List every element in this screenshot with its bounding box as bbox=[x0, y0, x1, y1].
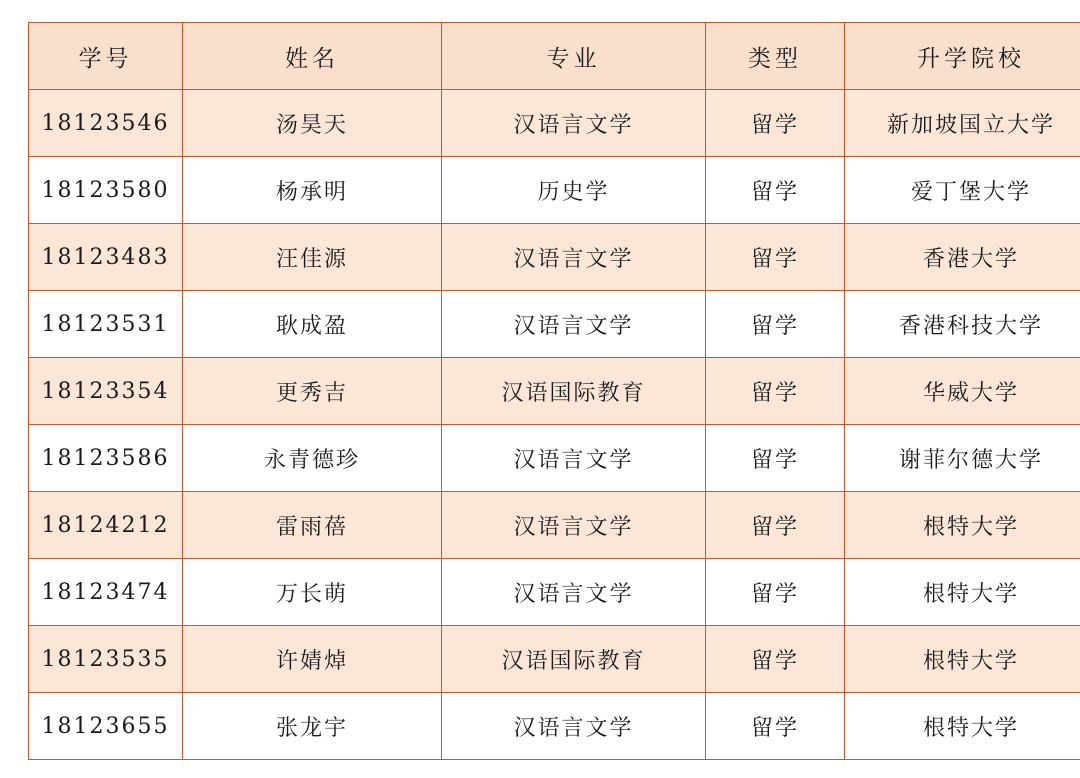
cell-type: 留学 bbox=[706, 224, 845, 291]
cell-student-id: 18123354 bbox=[29, 358, 183, 425]
table-row bbox=[29, 693, 1080, 760]
cell-type: 留学 bbox=[706, 358, 845, 425]
cell-name: 更秀吉 bbox=[183, 358, 442, 425]
cell-name: 耿成盈 bbox=[183, 291, 442, 358]
cell-school: 谢菲尔德大学 bbox=[845, 425, 1080, 492]
cell-type: 留学 bbox=[706, 492, 845, 559]
student-admission-table bbox=[28, 22, 1080, 760]
cell-name: 万长萌 bbox=[183, 559, 442, 626]
cell-school: 根特大学 bbox=[845, 559, 1080, 626]
cell-school: 香港科技大学 bbox=[845, 291, 1080, 358]
cell-name: 杨承明 bbox=[183, 157, 442, 224]
cell-major: 汉语言文学 bbox=[442, 492, 706, 559]
cell-school: 根特大学 bbox=[845, 492, 1080, 559]
column-header-school: 升学院校 bbox=[845, 23, 1080, 90]
table-row bbox=[29, 559, 1080, 626]
column-header-name: 姓名 bbox=[183, 23, 442, 90]
cell-major: 汉语言文学 bbox=[442, 291, 706, 358]
cell-type: 留学 bbox=[706, 291, 845, 358]
column-header-type: 类型 bbox=[706, 23, 845, 90]
cell-major: 历史学 bbox=[442, 157, 706, 224]
cell-school: 香港大学 bbox=[845, 224, 1080, 291]
cell-major: 汉语言文学 bbox=[442, 90, 706, 157]
cell-name: 许婧焯 bbox=[183, 626, 442, 693]
cell-student-id: 18123483 bbox=[29, 224, 183, 291]
cell-student-id: 18123655 bbox=[29, 693, 183, 760]
cell-type: 留学 bbox=[706, 90, 845, 157]
cell-student-id: 18124212 bbox=[29, 492, 183, 559]
cell-school: 新加坡国立大学 bbox=[845, 90, 1080, 157]
cell-type: 留学 bbox=[706, 157, 845, 224]
cell-name: 张龙宇 bbox=[183, 693, 442, 760]
cell-type: 留学 bbox=[706, 626, 845, 693]
cell-student-id: 18123546 bbox=[29, 90, 183, 157]
cell-school: 根特大学 bbox=[845, 693, 1080, 760]
table-row bbox=[29, 157, 1080, 224]
table-row bbox=[29, 626, 1080, 693]
cell-type: 留学 bbox=[706, 693, 845, 760]
cell-school: 华威大学 bbox=[845, 358, 1080, 425]
cell-name: 雷雨蓓 bbox=[183, 492, 442, 559]
table-row bbox=[29, 291, 1080, 358]
cell-name: 汤昊天 bbox=[183, 90, 442, 157]
cell-student-id: 18123531 bbox=[29, 291, 183, 358]
cell-student-id: 18123586 bbox=[29, 425, 183, 492]
cell-type: 留学 bbox=[706, 559, 845, 626]
table-row bbox=[29, 224, 1080, 291]
cell-name: 汪佳源 bbox=[183, 224, 442, 291]
cell-student-id: 18123474 bbox=[29, 559, 183, 626]
table-row bbox=[29, 358, 1080, 425]
cell-type: 留学 bbox=[706, 425, 845, 492]
cell-student-id: 18123535 bbox=[29, 626, 183, 693]
table-body bbox=[29, 90, 1080, 760]
cell-major: 汉语言文学 bbox=[442, 559, 706, 626]
cell-name: 永青德珍 bbox=[183, 425, 442, 492]
cell-school: 爱丁堡大学 bbox=[845, 157, 1080, 224]
cell-school: 根特大学 bbox=[845, 626, 1080, 693]
table-header-row bbox=[29, 23, 1080, 90]
cell-major: 汉语国际教育 bbox=[442, 626, 706, 693]
table-header bbox=[29, 23, 1080, 90]
cell-student-id: 18123580 bbox=[29, 157, 183, 224]
table-row bbox=[29, 90, 1080, 157]
table-row bbox=[29, 425, 1080, 492]
cell-major: 汉语言文学 bbox=[442, 224, 706, 291]
cell-major: 汉语言文学 bbox=[442, 693, 706, 760]
table-row bbox=[29, 492, 1080, 559]
cell-major: 汉语国际教育 bbox=[442, 358, 706, 425]
column-header-major: 专业 bbox=[442, 23, 706, 90]
cell-major: 汉语言文学 bbox=[442, 425, 706, 492]
column-header-student-id: 学号 bbox=[29, 23, 183, 90]
